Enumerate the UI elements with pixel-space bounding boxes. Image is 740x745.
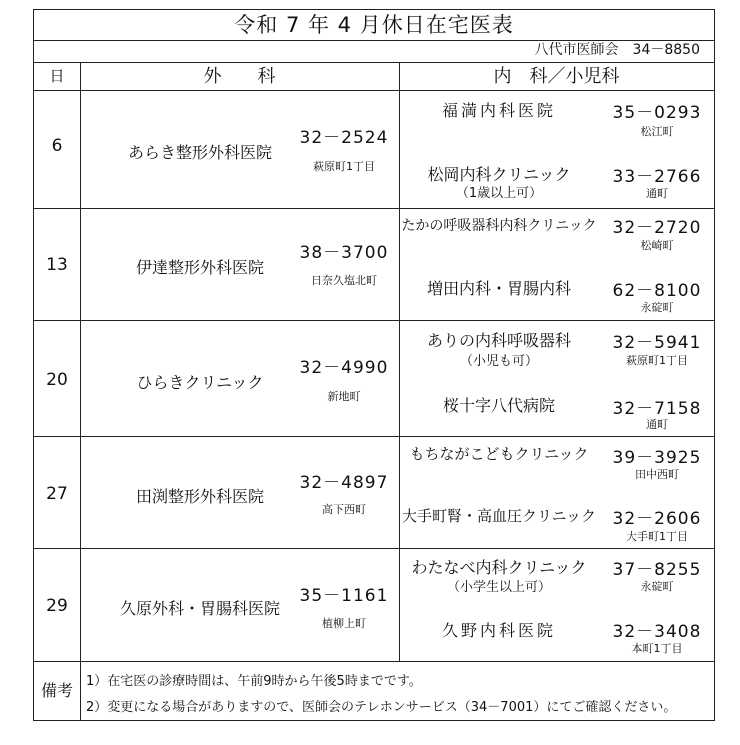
divider — [34, 40, 714, 41]
internal-clinic-address: 田中西町 — [635, 468, 679, 481]
surgery-clinic-phone: 38－3700 — [299, 243, 389, 263]
internal-clinic-address: 通町 — [646, 187, 668, 200]
day-cell: 6 — [51, 136, 63, 156]
internal-clinic-phone: 32－2606 — [612, 509, 702, 529]
divider — [34, 548, 714, 549]
internal-clinic-phone: 32－3408 — [612, 622, 702, 642]
divider — [34, 661, 714, 662]
internal-clinic-name: 松岡内科クリニック — [427, 165, 571, 184]
internal-clinic-name: たかの呼吸器科内科クリニック — [401, 218, 597, 234]
page-title: 令和 7 年 4 月休日在宅医表 — [234, 13, 514, 37]
header-day: 日 — [49, 67, 65, 85]
internal-clinic-note: （小学生以上可） — [446, 580, 551, 595]
internal-clinic-phone: 39－3925 — [612, 448, 702, 468]
internal-clinic-name: わたなべ内科クリニック — [411, 558, 587, 577]
surgery-clinic-address: 高下西町 — [322, 503, 366, 516]
internal-clinic-name: もちながこどもクリニック — [409, 445, 589, 463]
surgery-clinic-name: あらき整形外科医院 — [127, 143, 272, 162]
divider — [34, 436, 714, 437]
surgery-clinic-name: 田渕整形外科医院 — [135, 487, 264, 506]
medical-association-contact: 八代市医師会 34－8850 — [534, 42, 700, 58]
internal-clinic-name: 桜十字八代病院 — [442, 396, 555, 415]
remarks-label: 備考 — [40, 681, 73, 700]
divider — [34, 208, 714, 209]
internal-clinic-address: 本町1丁目 — [631, 642, 683, 655]
remark-item: 2）変更になる場合がありますので、医師会のテレホンサービス（34－7001）にてご確認ください。 — [86, 700, 677, 715]
internal-clinic-phone: 33－2766 — [612, 167, 702, 187]
header-surgery: 外 科 — [203, 66, 276, 87]
internal-clinic-note: （小児も可） — [459, 354, 538, 369]
divider — [34, 320, 714, 321]
surgery-clinic-name: 伊達整形外科医院 — [135, 258, 264, 277]
surgery-clinic-address: 日奈久塩北町 — [311, 274, 377, 287]
surgery-clinic-phone: 32－4897 — [299, 473, 389, 493]
internal-clinic-address: 大手町1丁目 — [626, 530, 688, 543]
surgery-clinic-phone: 35－1161 — [299, 586, 389, 606]
internal-clinic-name: ありの内科呼吸器科 — [426, 331, 571, 350]
day-cell: 27 — [46, 484, 68, 504]
internal-clinic-phone: 32－7158 — [612, 399, 702, 419]
day-cell: 20 — [46, 370, 68, 390]
internal-clinic-name: 久野内科医院 — [441, 621, 556, 640]
surgery-clinic-name: ひらきクリニック — [136, 373, 264, 392]
day-cell: 13 — [46, 255, 68, 275]
internal-clinic-address: 永碇町 — [640, 580, 674, 593]
internal-clinic-address: 萩原町1丁目 — [626, 354, 688, 367]
schedule-table — [33, 9, 715, 721]
internal-clinic-name: 大手町腎・高血圧クリニック — [401, 507, 597, 525]
internal-clinic-address: 永碇町 — [640, 301, 674, 314]
internal-clinic-phone: 37－8255 — [612, 560, 702, 580]
header-internal: 内 科／小児科 — [493, 66, 620, 87]
remark-item: 1）在宅医の診療時間は、午前9時から午後5時までです。 — [86, 674, 422, 689]
internal-clinic-phone: 32－2720 — [612, 218, 702, 238]
internal-clinic-address: 松崎町 — [640, 239, 674, 252]
internal-clinic-name: 福満内科医院 — [441, 101, 556, 120]
internal-clinic-phone: 62－8100 — [612, 281, 702, 301]
divider — [34, 90, 714, 91]
surgery-clinic-name: 久原外科・胃腸科医院 — [119, 599, 280, 618]
surgery-clinic-address: 新地町 — [327, 390, 361, 403]
internal-clinic-phone: 32－5941 — [612, 333, 702, 353]
internal-clinic-phone: 35－0293 — [612, 103, 702, 123]
surgery-clinic-address: 萩原町1丁目 — [313, 160, 375, 173]
surgery-clinic-phone: 32－2524 — [299, 128, 389, 148]
surgery-clinic-address: 植柳上町 — [322, 617, 366, 630]
day-cell: 29 — [46, 596, 68, 616]
surgery-clinic-phone: 32－4990 — [299, 358, 389, 378]
internal-clinic-note: （1歳以上可） — [455, 186, 543, 201]
internal-clinic-name: 増田内科・胃腸内科 — [426, 279, 571, 298]
internal-clinic-address: 松江町 — [640, 125, 674, 138]
internal-clinic-address: 通町 — [646, 418, 668, 431]
